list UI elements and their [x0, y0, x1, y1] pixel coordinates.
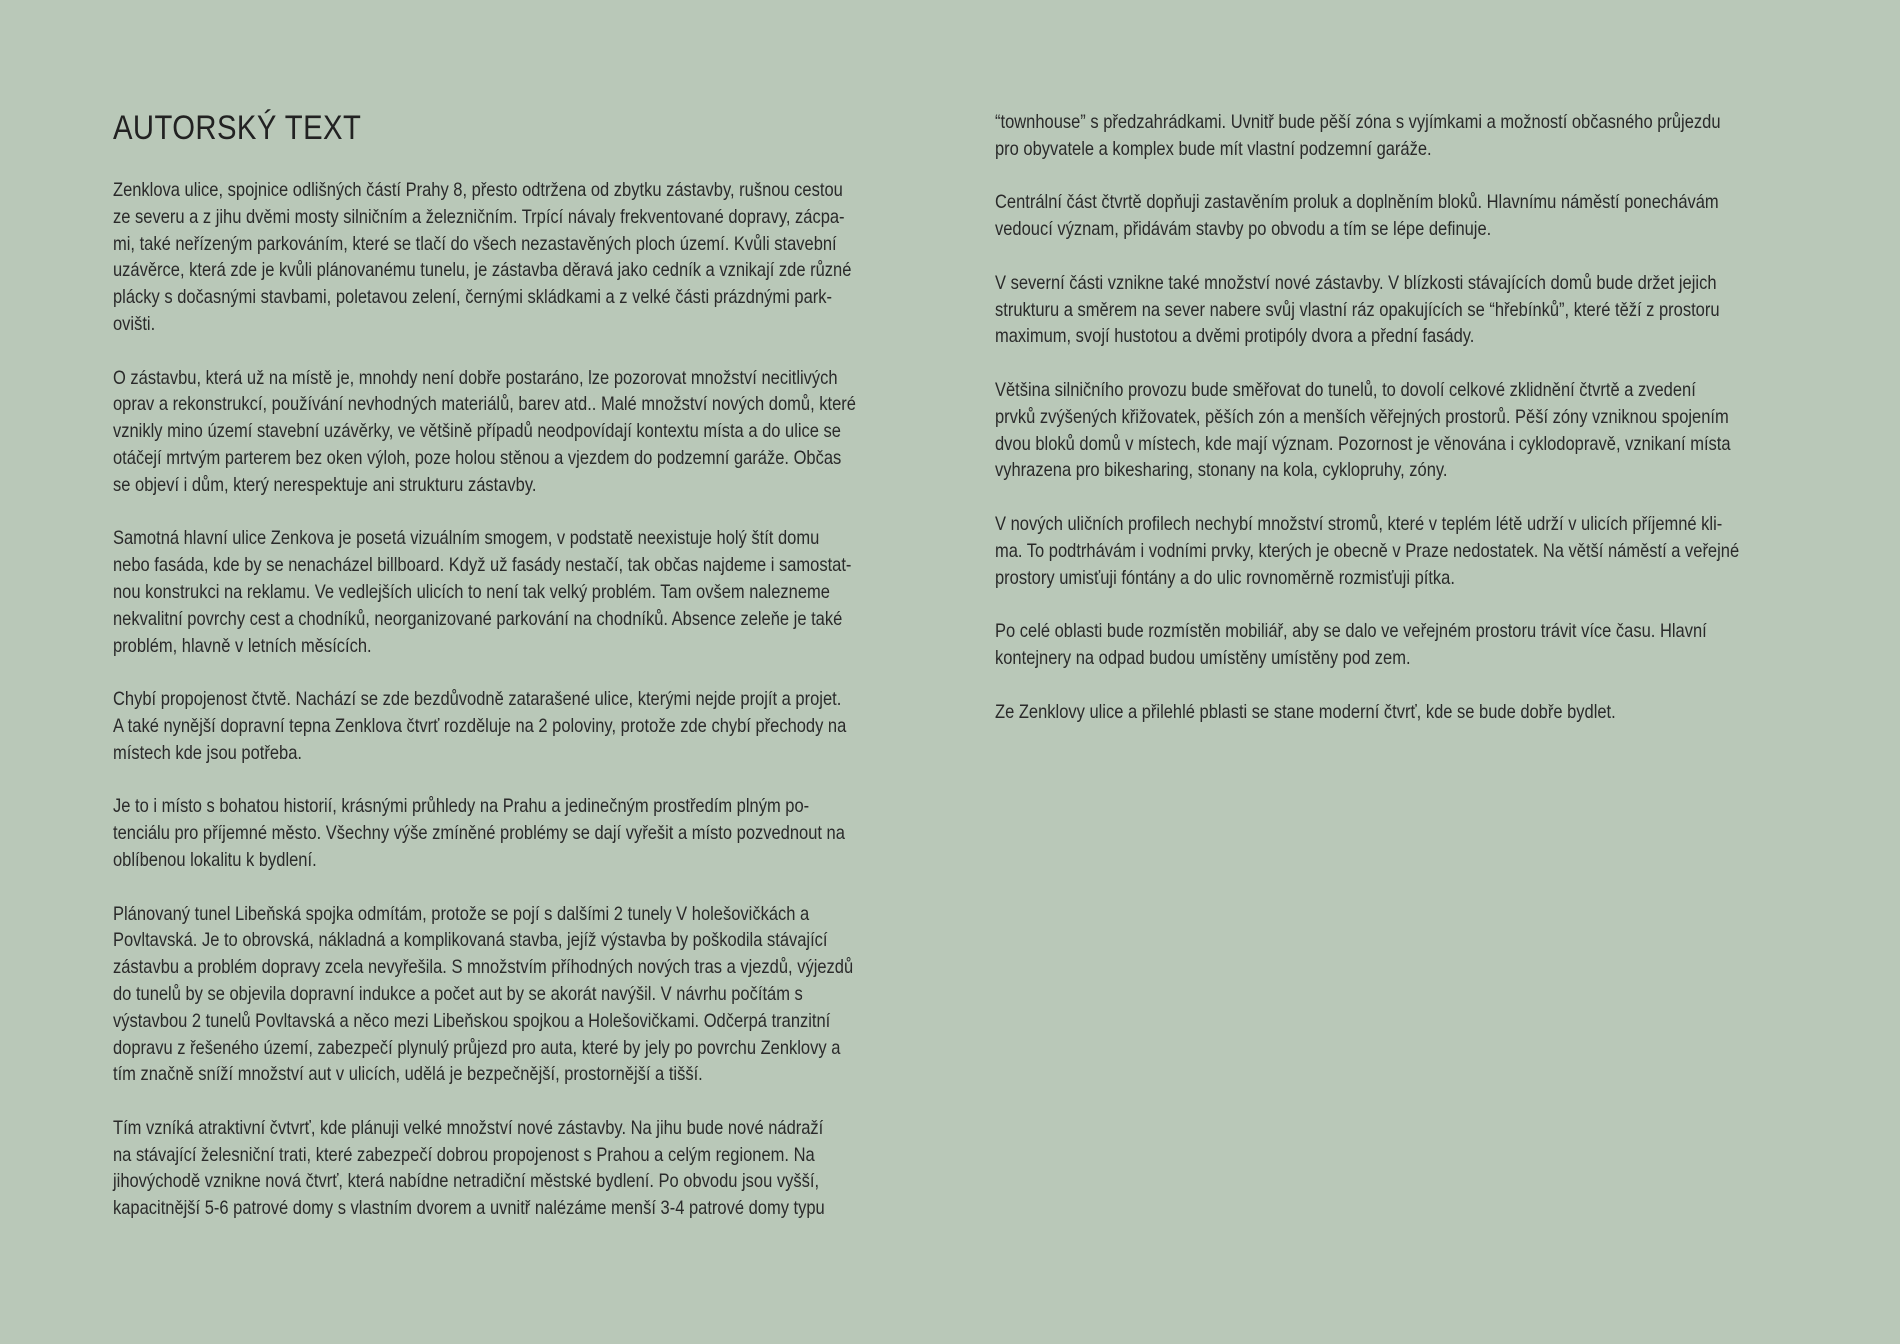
- page-title: AUTORSKÝ TEXT: [113, 109, 362, 147]
- left-column: [113, 108, 913, 1250]
- paragraph: V severní části vznikne také množství nové zástavby. V blízkosti stávajících domů bude držet jejich strukturu a směrem na sever nabere svůj vlastní ráz opakujících se “hřebínků”, které těží z prostoru maximum, svojí hustotou a dvěmi protipóly dvora a přední fasády.: [995, 272, 1720, 348]
- paragraph: O zástavbu, která už na místě je, mnohdy není dobře postaráno, lze pozorovat množství necitlivých oprav a rekonstrukcí, používání nevhodných materiálů, barev atd.. Malé množství nových domů, které vznikly mino území stavební uzávěrky, ve většině případů neodpovídají kontextu místa a do ulice se otáčejí mrtvým parterem bez oken výloh, poze holou stěnou a vjezdem do podzemní garáže. Občas se objeví i dům, který nerespektuje ani strukturu zástavby.: [113, 367, 856, 496]
- paragraph: Je to i místo s bohatou historií, krásnými průhledy na Prahu a jedinečným prostředím plným po- tenciálu pro příjemné město. Všechny výše zmíněné problémy se dají vyřešit a místo pozvednout na oblíbenou lokalitu k bydlení.: [113, 796, 845, 871]
- paragraph: “townhouse” s předzahrádkami. Uvnitř bude pěší zóna s vyjímkami a možností občasného průjezdu pro obyvatele a komplex bude mít vlastní podzemní garáže.: [995, 112, 1721, 160]
- paragraph: Centrální část čtvrtě dopňuji zastavěním proluk a doplněním bloků. Hlavnímu náměstí ponechávám vedoucí význam, přidávám stavby po obvodu a tím se lépe definuje.: [995, 192, 1719, 241]
- paragraph: V nových uličních profilech nechybí množství stromů, které v teplém létě udrží v ulicích příjemné kli- ma. To podtrhávám i vodními prvky, kterých je obecně v Praze nedostatek. Na větší náměstí a veřejné prostory umisťuji fóntány a do ulic rovnoměrně rozmisťuji pítka.: [995, 513, 1740, 589]
- paragraph: Chybí propojenost čtvtě. Nachází se zde bezdůvodně zatarašené ulice, kterými nejde projít a projet. A také nynější dopravní tepna Zenklova čtvrť rozděluje na 2 poloviny, protože zde chybí přechody na místech kde jsou potřeba.: [113, 689, 847, 764]
- paragraph: Ze Zenklovy ulice a přilehlé pblasti se stane moderní čtvrť, kde se bude dobře bydlet.: [995, 701, 1616, 723]
- right-column: [995, 110, 1795, 753]
- paragraph: Plánovaný tunel Libeňská spojka odmítám, protože se pojí s dalšími 2 tunely V holešovičkách a Povltavská. Je to obrovská, nákladná a komplikovaná stavba, jejíž výstavba by poškodila stávající zástavbu a problém dopravy zcela nevyřešila. S množstvím příhodných nových tras a vjezdů, výjezdů do tunelů by se objevila dopravní indukce a počet aut by se akorát navýšil. V návrhu počítám s výstavbou 2 tunelů Povltavská a něco mezi Libeňskou spojkou a Holešovičkami. Odčerpá tranzitní dopravu z řešeného území, zabezpečí plynulý průjezd pro auta, které by jely po povrchu Zenklovy a tím značně sníží množství aut v ulicích, udělá je bezpečnější, prostornější a tišší.: [113, 903, 854, 1086]
- paragraph: Většina silničního provozu bude směřovat do tunelů, to dovolí celkové zklidnění čtvrtě a zvedení prvků zvýšených křižovatek, pěších zón a menších věřejných prostorů. Pěší zóny vzniknou spojením dvou bloků domů v místech, kde mají význam. Pozornost je věnována i cyklodopravě, vznikaní místa vyhrazena pro bikesharing, stonany na kola, cyklopruhy, zóny.: [995, 379, 1731, 482]
- paragraph: Po celé oblasti bude rozmístěn mobiliář, aby se dalo ve veřejném prostoru trávit více času. Hlavní kontejnery na odpad budou umístěny umístěny pod zem.: [995, 621, 1707, 669]
- paragraph: Samotná hlavní ulice Zenkova je posetá vizuálním smogem, v podstatě neexistuje holý štít domu nebo fasáda, kde by se nenacházel billboard. Když už fasády nestačí, tak občas najdeme i samostat- nou konstrukci na reklamu. Ve vedlejších ulicích to není tak velký problém. Tam ovšem nalezneme nekvalitní povrchy cest a chodníků, neorganizované parkování na chodníků. Absence zeleňe je také problém, hlavně v letních měsících.: [113, 528, 852, 657]
- paragraph: Tím vzníká atraktivní čvtvrť, kde plánuji velké množství nové zástavby. Na jihu bude nové nádraží na stávající želesniční trati, které zabezpečí dobrou propojenost s Prahou a celým regionem. Na jihovýchodě vznikne nová čtvrť, která nabídne netradiční městské bydlení. Po obvodu jsou vyšší, kapacitnější 5-6 patrové domy s vlastním dvorem a uvnitř nalézáme menší 3-4 patrové domy typu: [113, 1117, 825, 1220]
- paragraph: Zenklova ulice, spojnice odlišných částí Prahy 8, přesto odtržena od zbytku zástavby, rušnou cestou ze severu a z jihu dvěmi mosty silničním a železničním. Trpící návaly frekventované dopravy, zácpa- mi, také neřízeným parkováním, které se tlačí do všech nezastavěných ploch území. Kvůli stavební uzávěrce, která zde je kvůli plánovanému tunelu, je zástavba děravá jako cedník a vznikají zde různé plácky s dočasnými stavbami, poletavou zelení, černými skládkami a z velké části prázdnými park- ovišti.: [113, 180, 852, 335]
